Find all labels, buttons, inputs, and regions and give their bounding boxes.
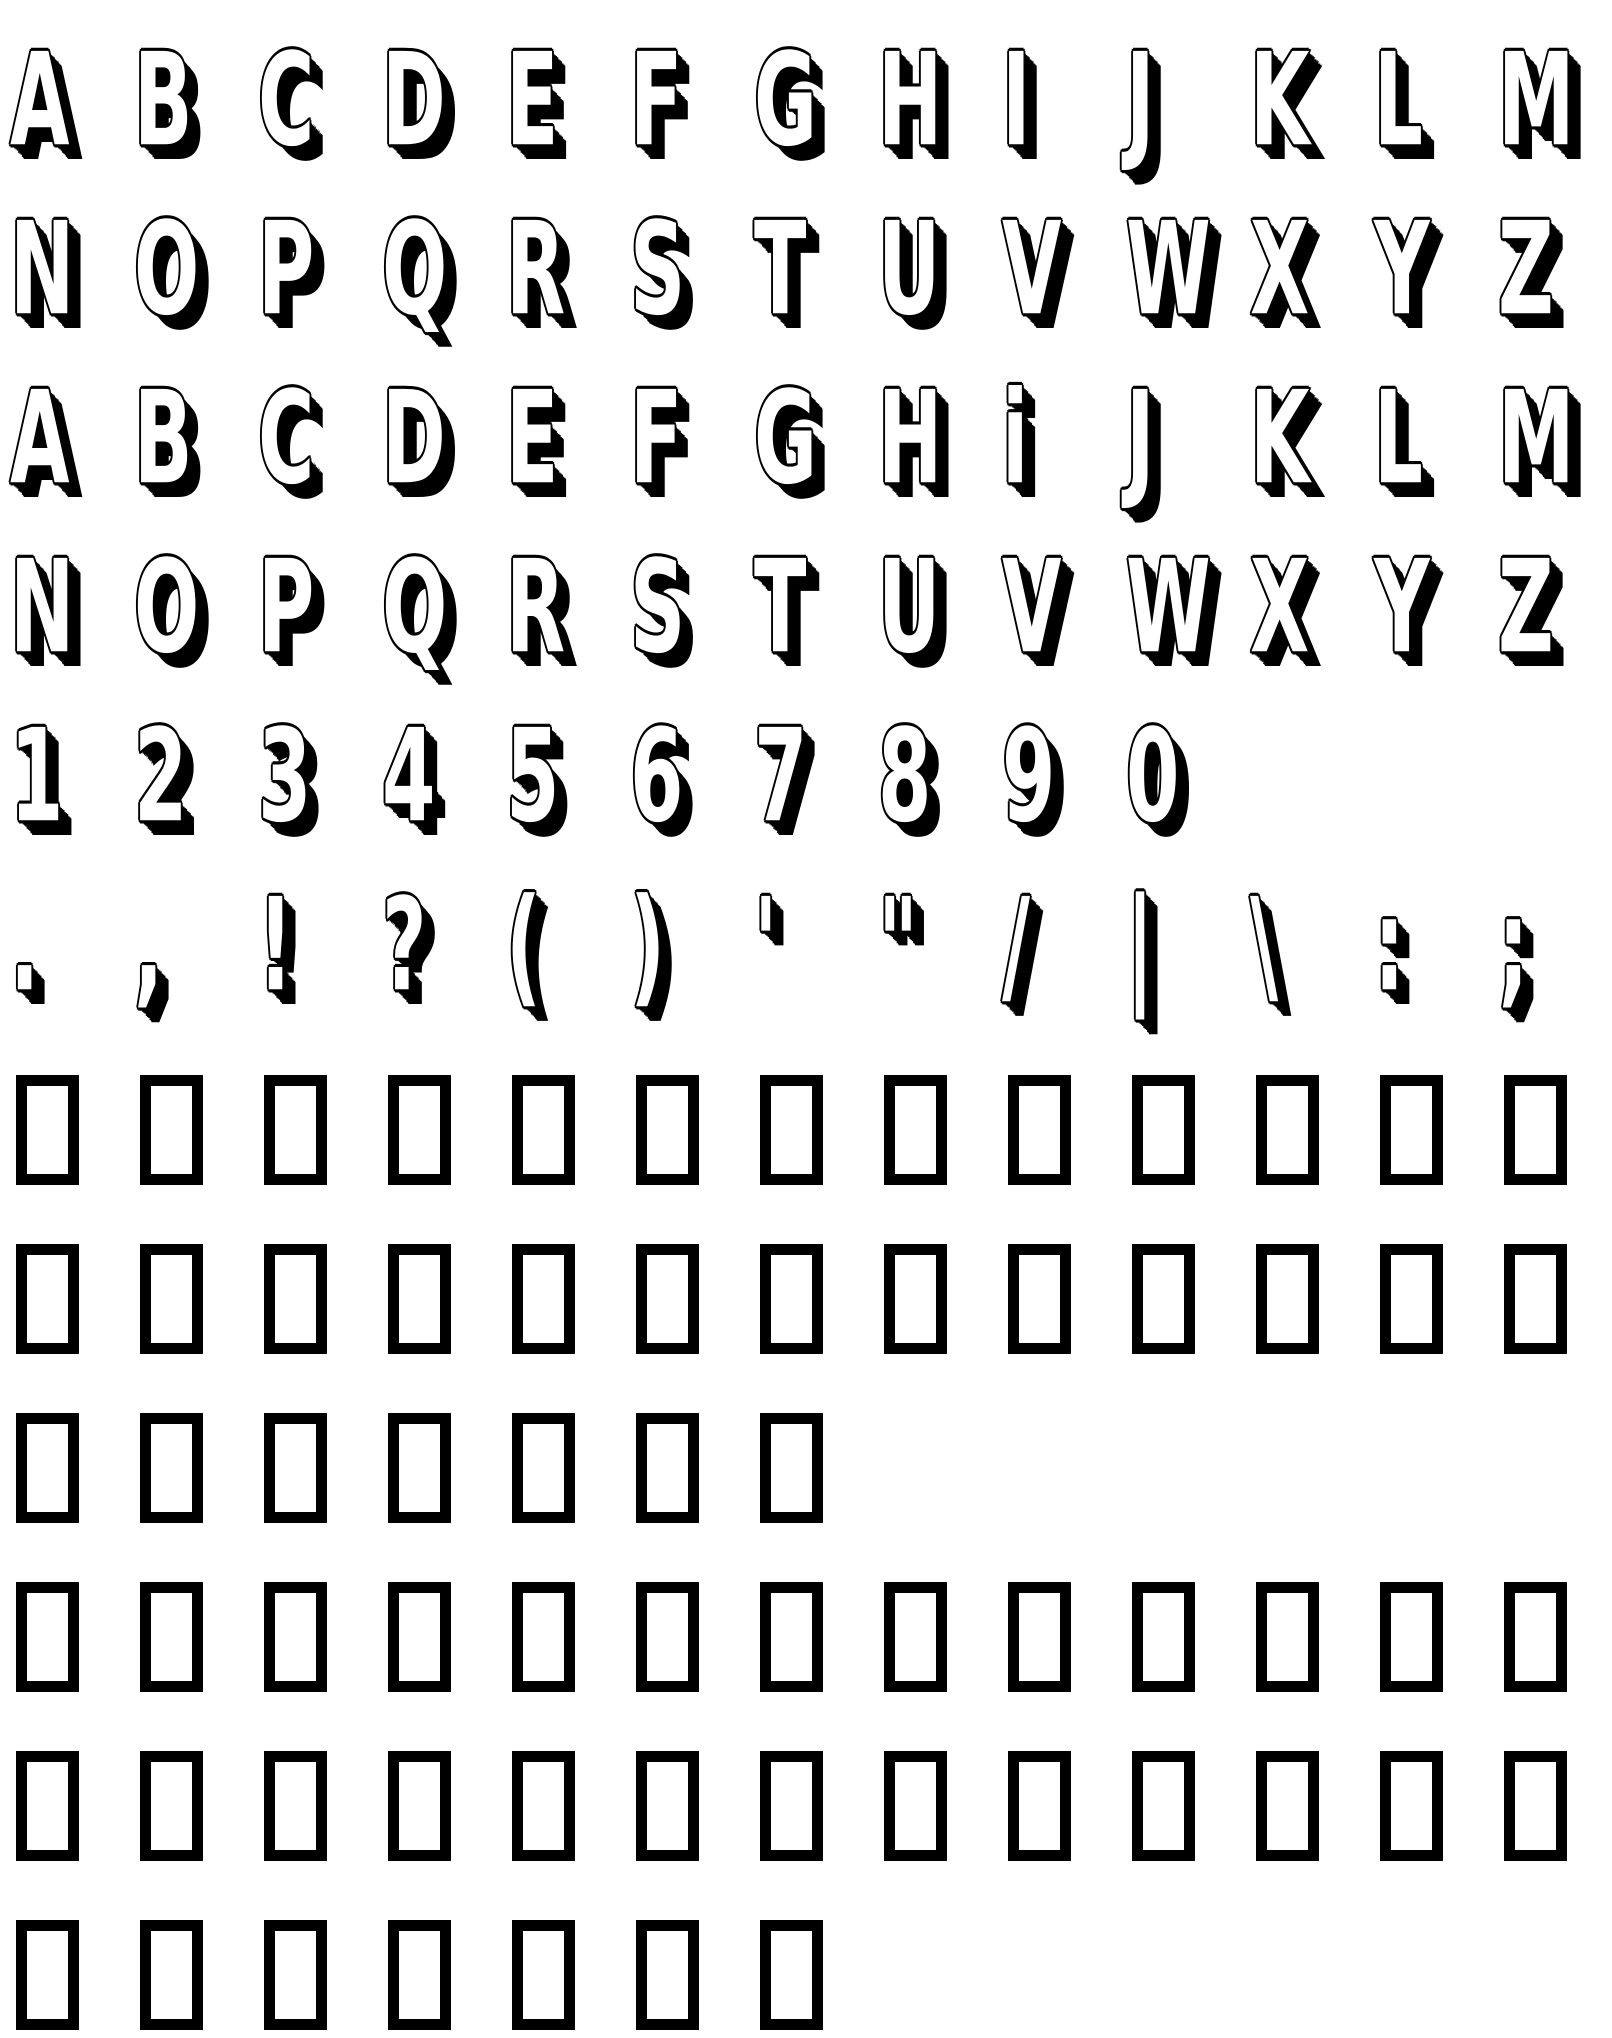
glyph-3d: :: [1374, 870, 1405, 1020]
glyph-3d: H: [878, 363, 943, 513]
glyph-3d: E: [506, 25, 559, 175]
notdef-box: [16, 1075, 79, 1185]
notdef-box: [884, 1075, 947, 1185]
glyph-cell: [1250, 1075, 1374, 1185]
glyph-3d: /: [1002, 870, 1031, 1020]
glyph-cell: [1126, 701, 1250, 851]
notdef-box: [1132, 1244, 1195, 1354]
notdef-box: [512, 1075, 575, 1185]
glyph-cell: [630, 1920, 754, 2030]
glyph-cell: [878, 363, 1002, 513]
glyph-cell: [1002, 701, 1126, 851]
glyph-3d: Q: [382, 194, 448, 344]
glyph-cell: [506, 194, 630, 344]
glyph-cell: [1250, 532, 1374, 682]
notdef-box: [1380, 1751, 1443, 1861]
glyph-cell: [258, 701, 382, 851]
glyph-3d: Y: [1374, 194, 1430, 344]
glyph-cell: [1002, 870, 1126, 1020]
notdef-box: [1008, 1751, 1071, 1861]
glyph-3d: \: [1250, 870, 1279, 1020]
glyph-cell: [630, 25, 754, 175]
glyph-3d: C: [258, 25, 315, 175]
glyph-3d: S: [630, 532, 686, 682]
glyph-3d: M: [1498, 25, 1575, 175]
glyph-cell: [1126, 870, 1250, 1020]
notdef-box: [264, 1075, 327, 1185]
glyph-cell: [258, 1413, 382, 1523]
glyph-cell: [1374, 363, 1498, 513]
glyph-cell: [1250, 25, 1374, 175]
glyph-cell: [630, 194, 754, 344]
notdef-box: [760, 1920, 823, 2030]
notdef-box: [884, 1244, 947, 1354]
glyph-cell: [1002, 1751, 1126, 1861]
glyph-cell: [382, 363, 506, 513]
glyph-cell: [134, 1751, 258, 1861]
notdef-box: [1380, 1244, 1443, 1354]
glyph-cell: [630, 532, 754, 682]
notdef-box: [1008, 1244, 1071, 1354]
glyph-cell: [506, 1920, 630, 2030]
glyph-3d: Z: [1498, 194, 1554, 344]
glyph-3d: 8: [878, 701, 932, 851]
glyph-cell: [878, 701, 1002, 851]
glyph-cell: [1002, 1075, 1126, 1185]
notdef-box: [388, 1244, 451, 1354]
notdef-box: [16, 1413, 79, 1523]
notdef-box: [512, 1244, 575, 1354]
glyph-3d: K: [1250, 25, 1310, 175]
glyph-cell: [258, 1075, 382, 1185]
glyph-cell: [878, 25, 1002, 175]
glyph-cell: [630, 1075, 754, 1185]
glyph-cell: [754, 1751, 878, 1861]
notdef-box: [140, 1920, 203, 2030]
notdef-box: [140, 1582, 203, 1692]
notdef-box: [16, 1582, 79, 1692]
notdef-box: [264, 1920, 327, 2030]
glyph-row-digits: [10, 701, 1250, 851]
notdef-box: [636, 1075, 699, 1185]
glyph-cell: [754, 1075, 878, 1185]
notdef-box: [1256, 1751, 1319, 1861]
glyph-cell: [258, 363, 382, 513]
glyph-cell: [1498, 1582, 1612, 1692]
glyph-row-lowercase-n-z: [10, 532, 1612, 682]
glyph-cell: [1374, 1075, 1498, 1185]
glyph-cell: [1250, 1582, 1374, 1692]
notdef-box: [636, 1920, 699, 2030]
notdef-box: [264, 1751, 327, 1861]
glyph-cell: [10, 1244, 134, 1354]
notdef-box: [140, 1075, 203, 1185]
glyph-cell: [630, 363, 754, 513]
glyph-cell: [382, 1582, 506, 1692]
glyph-cell: [1126, 532, 1250, 682]
glyph-cell: [10, 25, 134, 175]
glyph-cell: [878, 1751, 1002, 1861]
glyph-cell: [630, 1582, 754, 1692]
glyph-3d: F: [630, 363, 683, 513]
notdef-box: [388, 1075, 451, 1185]
glyph-3d: W: [1126, 532, 1211, 682]
notdef-box: [16, 1244, 79, 1354]
glyph-cell: [1498, 194, 1612, 344]
glyph-cell: [1126, 25, 1250, 175]
glyph-cell: [258, 1582, 382, 1692]
notdef-box: [512, 1582, 575, 1692]
glyph-cell: [754, 1413, 878, 1523]
glyph-3d: B: [134, 25, 193, 175]
notdef-box-row-5: [10, 1751, 1612, 1861]
glyph-cell: [506, 532, 630, 682]
glyph-cell: [506, 1075, 630, 1185]
notdef-box: [1256, 1582, 1319, 1692]
notdef-box: [884, 1751, 947, 1861]
glyph-3d: T: [754, 532, 807, 682]
glyph-3d: G: [754, 25, 818, 175]
glyph-cell: [1374, 194, 1498, 344]
notdef-box: [1380, 1075, 1443, 1185]
notdef-box-row-3: [10, 1413, 878, 1523]
glyph-cell: [1002, 363, 1126, 513]
glyph-cell: [134, 1582, 258, 1692]
notdef-box: [264, 1413, 327, 1523]
glyph-3d: |: [1126, 870, 1155, 1020]
glyph-3d: X: [1250, 194, 1310, 344]
glyph-row-uppercase-a-m: [10, 25, 1612, 175]
glyph-3d: 5: [506, 701, 560, 851]
glyph-3d: G: [754, 363, 818, 513]
glyph-3d: Y: [1374, 532, 1430, 682]
glyph-cell: [258, 1244, 382, 1354]
notdef-box: [1256, 1075, 1319, 1185]
notdef-box: [388, 1920, 451, 2030]
glyph-3d: U: [878, 194, 941, 344]
glyph-cell: [10, 870, 134, 1020]
glyph-3d: N: [10, 532, 75, 682]
notdef-box: [264, 1582, 327, 1692]
notdef-box: [760, 1582, 823, 1692]
glyph-cell: [754, 25, 878, 175]
notdef-box: [1504, 1075, 1567, 1185]
glyph-3d: ": [878, 870, 919, 1020]
glyph-cell: [1126, 1244, 1250, 1354]
glyph-row-lowercase-a-m: [10, 363, 1612, 513]
glyph-cell: [1374, 1244, 1498, 1354]
glyph-cell: [1498, 1075, 1612, 1185]
glyph-cell: [1498, 25, 1612, 175]
glyph-cell: [258, 532, 382, 682]
notdef-box: [1132, 1751, 1195, 1861]
glyph-cell: [10, 701, 134, 851]
glyph-3d: O: [134, 532, 200, 682]
glyph-3d: 6: [630, 701, 684, 851]
glyph-3d: X: [1250, 532, 1310, 682]
notdef-box: [16, 1920, 79, 2030]
glyph-cell: [506, 1413, 630, 1523]
glyph-3d: O: [134, 194, 200, 344]
glyph-3d: D: [382, 363, 446, 513]
glyph-3d: 7: [754, 701, 808, 851]
glyph-3d: E: [506, 363, 559, 513]
glyph-cell: [878, 1244, 1002, 1354]
glyph-cell: [382, 194, 506, 344]
glyph-cell: [630, 870, 754, 1020]
glyph-3d: 2: [134, 701, 188, 851]
glyph-cell: [382, 870, 506, 1020]
glyph-3d: H: [878, 25, 943, 175]
glyph-cell: [134, 194, 258, 344]
notdef-box: [884, 1582, 947, 1692]
glyph-cell: [10, 1751, 134, 1861]
glyph-cell: [134, 25, 258, 175]
glyph-cell: [1126, 1075, 1250, 1185]
glyph-3d: ;: [1498, 870, 1529, 1020]
glyph-cell: [1250, 363, 1374, 513]
glyph-cell: [382, 1075, 506, 1185]
notdef-box: [140, 1244, 203, 1354]
glyph-3d: B: [134, 363, 193, 513]
glyph-cell: [258, 194, 382, 344]
glyph-cell: [1498, 1751, 1612, 1861]
notdef-box: [760, 1244, 823, 1354]
notdef-box: [1380, 1582, 1443, 1692]
notdef-box: [636, 1582, 699, 1692]
glyph-cell: [134, 1075, 258, 1185]
glyph-cell: [878, 532, 1002, 682]
glyph-3d: J: [1126, 25, 1155, 175]
glyph-cell: [1250, 1751, 1374, 1861]
glyph-cell: [134, 701, 258, 851]
glyph-cell: [134, 363, 258, 513]
glyph-cell: [1250, 870, 1374, 1020]
glyph-cell: [630, 1244, 754, 1354]
glyph-cell: [878, 870, 1002, 1020]
notdef-box-row-2: [10, 1244, 1612, 1354]
glyph-cell: [506, 363, 630, 513]
glyph-cell: [630, 1751, 754, 1861]
glyph-cell: [630, 701, 754, 851]
glyph-cell: [258, 1920, 382, 2030]
glyph-3d: 4: [382, 701, 436, 851]
notdef-box: [512, 1751, 575, 1861]
glyph-cell: [382, 701, 506, 851]
notdef-box: [1256, 1244, 1319, 1354]
notdef-box: [140, 1751, 203, 1861]
glyph-cell: [10, 1075, 134, 1185]
glyph-cell: [878, 1075, 1002, 1185]
glyph-cell: [258, 1751, 382, 1861]
glyph-cell: [1498, 532, 1612, 682]
glyph-cell: [10, 1413, 134, 1523]
glyph-cell: [134, 1244, 258, 1354]
glyph-cell: [506, 870, 630, 1020]
notdef-box: [512, 1920, 575, 2030]
glyph-3d: S: [630, 194, 686, 344]
glyph-cell: [754, 1244, 878, 1354]
glyph-cell: [1002, 532, 1126, 682]
glyph-3d: K: [1250, 363, 1310, 513]
glyph-cell: [506, 1582, 630, 1692]
glyph-3d: A: [10, 25, 70, 175]
glyph-3d: 3: [258, 701, 312, 851]
glyph-cell: [1374, 532, 1498, 682]
glyph-3d: J: [1126, 363, 1155, 513]
glyph-3d: 0: [1126, 701, 1180, 851]
glyph-3d: D: [382, 25, 446, 175]
glyph-cell: [1498, 1244, 1612, 1354]
glyph-3d: 1: [10, 701, 64, 851]
glyph-cell: [134, 870, 258, 1020]
notdef-box: [760, 1413, 823, 1523]
glyph-3d: R: [506, 194, 566, 344]
glyph-cell: [10, 194, 134, 344]
glyph-cell: [506, 701, 630, 851]
glyph-cell: [1374, 1582, 1498, 1692]
glyph-cell: [382, 25, 506, 175]
glyph-3d: V: [1002, 194, 1062, 344]
glyph-3d: V: [1002, 532, 1062, 682]
notdef-box: [264, 1244, 327, 1354]
notdef-box: [636, 1244, 699, 1354]
glyph-cell: [754, 532, 878, 682]
notdef-box: [760, 1751, 823, 1861]
glyph-cell: [1250, 1244, 1374, 1354]
notdef-box: [1132, 1075, 1195, 1185]
glyph-3d: R: [506, 532, 566, 682]
glyph-cell: [754, 870, 878, 1020]
glyph-3d: T: [754, 194, 807, 344]
glyph-cell: [10, 532, 134, 682]
notdef-box-row-1: [10, 1075, 1612, 1185]
glyph-cell: [878, 1582, 1002, 1692]
glyph-3d: A: [10, 363, 70, 513]
glyph-3d: i: [1002, 363, 1029, 513]
glyph-3d: L: [1374, 25, 1423, 175]
notdef-box: [388, 1413, 451, 1523]
glyph-cell: [1126, 1582, 1250, 1692]
glyph-cell: [1374, 25, 1498, 175]
glyph-cell: [754, 1920, 878, 2030]
glyph-3d: L: [1374, 363, 1423, 513]
notdef-box: [1504, 1582, 1567, 1692]
glyph-cell: [134, 1920, 258, 2030]
glyph-row-uppercase-n-z: [10, 194, 1612, 344]
glyph-cell: [382, 1920, 506, 2030]
glyph-cell: [1126, 1751, 1250, 1861]
glyph-3d: N: [10, 194, 75, 344]
notdef-box: [1008, 1075, 1071, 1185]
glyph-3d: ?: [382, 870, 427, 1020]
glyph-3d: ': [754, 870, 778, 1020]
glyph-cell: [506, 1751, 630, 1861]
notdef-box: [16, 1751, 79, 1861]
glyph-cell: [10, 363, 134, 513]
notdef-box: [760, 1075, 823, 1185]
glyph-cell: [10, 1582, 134, 1692]
glyph-cell: [630, 1413, 754, 1523]
glyph-cell: [754, 701, 878, 851]
glyph-cell: [1126, 194, 1250, 344]
glyph-cell: [1374, 1751, 1498, 1861]
glyph-cell: [506, 1244, 630, 1354]
notdef-box: [636, 1413, 699, 1523]
notdef-box: [1008, 1582, 1071, 1692]
glyph-3d: F: [630, 25, 683, 175]
glyph-3d: Q: [382, 532, 448, 682]
glyph-cell: [1002, 1582, 1126, 1692]
glyph-cell: [1374, 870, 1498, 1020]
glyph-cell: [382, 1244, 506, 1354]
glyph-cell: [1002, 1244, 1126, 1354]
glyph-3d: .: [10, 870, 40, 1020]
glyph-3d: ,: [134, 870, 164, 1020]
glyph-cell: [134, 532, 258, 682]
glyph-cell: [382, 1751, 506, 1861]
glyph-cell: [754, 194, 878, 344]
notdef-box-row-4: [10, 1582, 1612, 1692]
glyph-cell: [258, 25, 382, 175]
glyph-cell: [506, 25, 630, 175]
glyph-3d: W: [1126, 194, 1211, 344]
glyph-3d: P: [258, 194, 315, 344]
glyph-3d: I: [1002, 25, 1031, 175]
glyph-cell: [754, 1582, 878, 1692]
glyph-cell: [1002, 194, 1126, 344]
notdef-box: [140, 1413, 203, 1523]
glyph-cell: [1250, 194, 1374, 344]
glyph-cell: [134, 1413, 258, 1523]
glyph-cell: [382, 532, 506, 682]
glyph-3d: C: [258, 363, 315, 513]
notdef-box: [1504, 1751, 1567, 1861]
notdef-box: [1504, 1244, 1567, 1354]
glyph-3d: ): [630, 870, 666, 1020]
glyph-3d: 9: [1002, 701, 1056, 851]
glyph-3d: !: [258, 870, 294, 1020]
glyph-cell: [878, 194, 1002, 344]
glyph-cell: [1002, 25, 1126, 175]
glyph-cell: [10, 1920, 134, 2030]
glyph-cell: [382, 1413, 506, 1523]
glyph-3d: U: [878, 532, 941, 682]
glyph-cell: [754, 363, 878, 513]
glyph-cell: [1498, 870, 1612, 1020]
glyph-cell: [1498, 363, 1612, 513]
notdef-box-row-6: [10, 1920, 878, 2030]
notdef-box: [636, 1751, 699, 1861]
glyph-cell: [1126, 363, 1250, 513]
glyph-cell: [258, 870, 382, 1020]
notdef-box: [388, 1582, 451, 1692]
notdef-box: [388, 1751, 451, 1861]
glyph-3d: M: [1498, 363, 1575, 513]
glyph-3d: Z: [1498, 532, 1554, 682]
notdef-box: [512, 1413, 575, 1523]
glyph-row-punctuation: [10, 870, 1612, 1020]
glyph-3d: (: [506, 870, 542, 1020]
notdef-box: [1132, 1582, 1195, 1692]
glyph-3d: P: [258, 532, 315, 682]
